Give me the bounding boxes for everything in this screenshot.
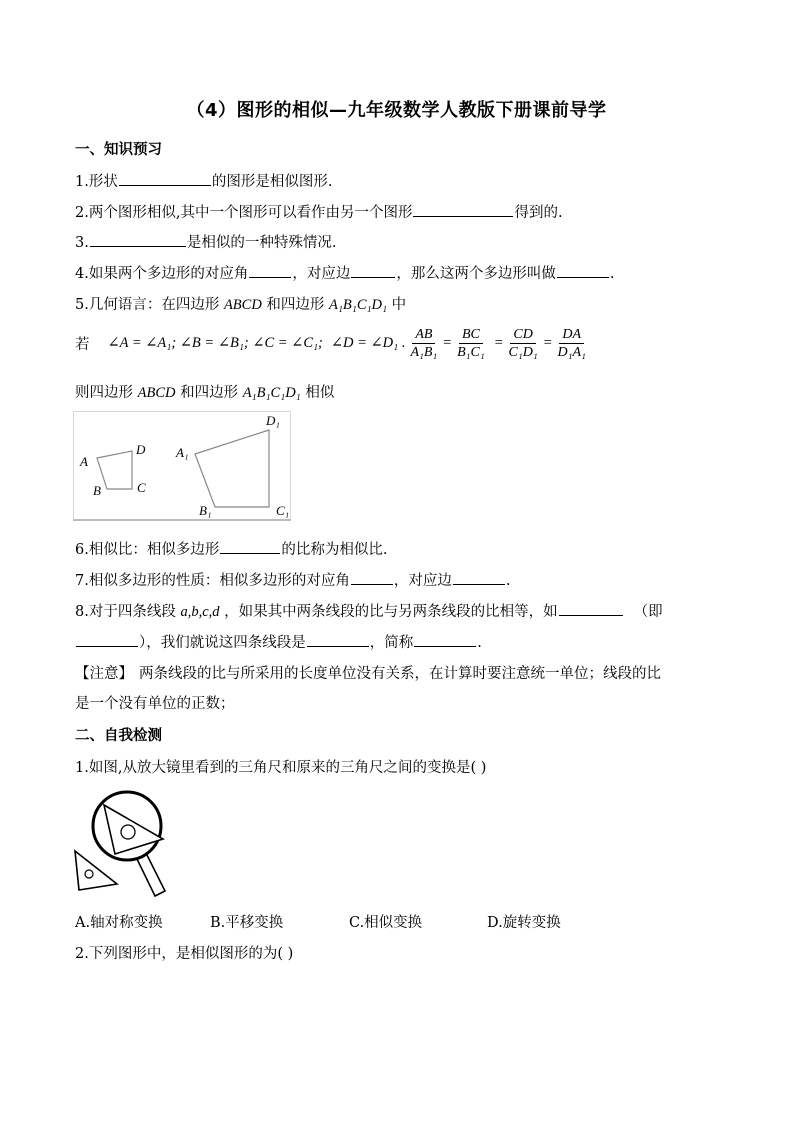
ratio-bc: $\frac{BC}{\text{B₁C₁}}$ bbox=[457, 326, 485, 360]
section-heading-self-check: 二、自我检测 bbox=[75, 728, 162, 744]
magnifier-figure bbox=[73, 788, 173, 900]
answer-blank[interactable] bbox=[559, 601, 623, 616]
question-5: 5.几何语言：在四边形 ABCD 和四边形 A₁B₁C₁D₁ 中 bbox=[75, 297, 407, 313]
test-question-2: 2.下列图形中，是相似图形的为( ) bbox=[75, 946, 294, 962]
similar-quadrilaterals-figure bbox=[73, 411, 291, 521]
question-8-continued: ），我们就说这四条线段是 ，简称 . bbox=[75, 631, 482, 652]
option-d[interactable]: D.旋转变换 bbox=[487, 915, 561, 931]
page-title: （4）图形的相似—九年级数学人教版下册课前导学 bbox=[186, 100, 607, 121]
answer-blank[interactable] bbox=[453, 570, 505, 585]
question-7: 7.相似多边形的性质：相似多边形的对应角 ，对应边 . bbox=[75, 569, 510, 590]
answer-blank[interactable] bbox=[413, 202, 513, 217]
section-heading-preview: 一、知识预习 bbox=[75, 142, 162, 158]
answer-blank[interactable] bbox=[557, 263, 609, 278]
label-d1: D₁ bbox=[266, 413, 280, 428]
question-8: 8.对于四条线段 a,b,c,d ，如果其中两条线段的比与另两条线段的比相等，如 （即 bbox=[75, 600, 663, 621]
similarity-condition: 若 ∠A = ∠A₁; ∠B = ∠B₁; ∠C = ∠C₁; ∠D = ∠D₁ . $\frac{AB}{\text{A₁B₁}}$ = $\frac{BC}{\text{B₁C₁}}$ = $\frac{CD}{\text{C₁D₁}}$ = $\frac{DA}{\text{D₁A₁}}$ bbox=[75, 322, 591, 364]
answer-blank[interactable] bbox=[220, 539, 280, 554]
answer-blank[interactable] bbox=[249, 263, 291, 278]
option-b[interactable]: B.平移变换 bbox=[210, 915, 284, 931]
label-b: B bbox=[93, 483, 101, 498]
conclusion-line: 则四边形 ABCD 和四边形 A₁B₁C₁D₁ 相似 bbox=[75, 385, 335, 401]
label-d: D bbox=[136, 442, 146, 457]
note-tag: 【注意】 bbox=[75, 666, 133, 682]
answer-blank[interactable] bbox=[119, 171, 211, 186]
label-c1: C₁ bbox=[276, 503, 290, 518]
question-6: 6.相似比：相似多边形 的比称为相似比. bbox=[75, 538, 387, 559]
question-2: 2.两个图形相似,其中一个图形可以看作由另一个图形 得到的. bbox=[75, 201, 563, 222]
magnifier-handle bbox=[137, 853, 165, 896]
question-3: 3. 是相似的一种特殊情况. bbox=[75, 231, 336, 252]
test-question-1: 1.如图,从放大镜里看到的三角尺和原来的三角尺之间的变换是( ) bbox=[75, 760, 487, 776]
label-a: A bbox=[80, 454, 88, 469]
answer-blank[interactable] bbox=[76, 632, 138, 647]
answer-blank[interactable] bbox=[90, 232, 186, 247]
label-b1: B₁ bbox=[199, 503, 212, 518]
answer-blank[interactable] bbox=[351, 263, 395, 278]
ratio-cd: $\frac{CD}{\text{C₁D₁}}$ bbox=[508, 326, 538, 360]
answer-blank[interactable] bbox=[307, 632, 369, 647]
label-c: C bbox=[137, 480, 146, 495]
ratio-ab: $\frac{AB}{\text{A₁B₁}}$ bbox=[410, 326, 438, 360]
answer-blank[interactable] bbox=[351, 570, 393, 585]
note-line-1: 【注意】 两条线段的比与所采用的长度单位没有关系，在计算时要注意统一单位；线段的比 bbox=[75, 666, 661, 682]
question-1: 1.形状 的图形是相似图形. bbox=[75, 170, 332, 191]
question-4: 4.如果两个多边形的对应角 ，对应边 ，那么这两个多边形叫做 . bbox=[75, 262, 614, 283]
label-a1: A₁ bbox=[176, 445, 189, 460]
ratio-da: $\frac{DA}{\text{D₁A₁}}$ bbox=[557, 326, 586, 360]
note-line-2: 是一个没有单位的正数； bbox=[75, 696, 235, 712]
answer-blank[interactable] bbox=[414, 632, 476, 647]
option-a[interactable]: A.轴对称变换 bbox=[75, 915, 163, 931]
option-c[interactable]: C.相似变换 bbox=[349, 915, 423, 931]
